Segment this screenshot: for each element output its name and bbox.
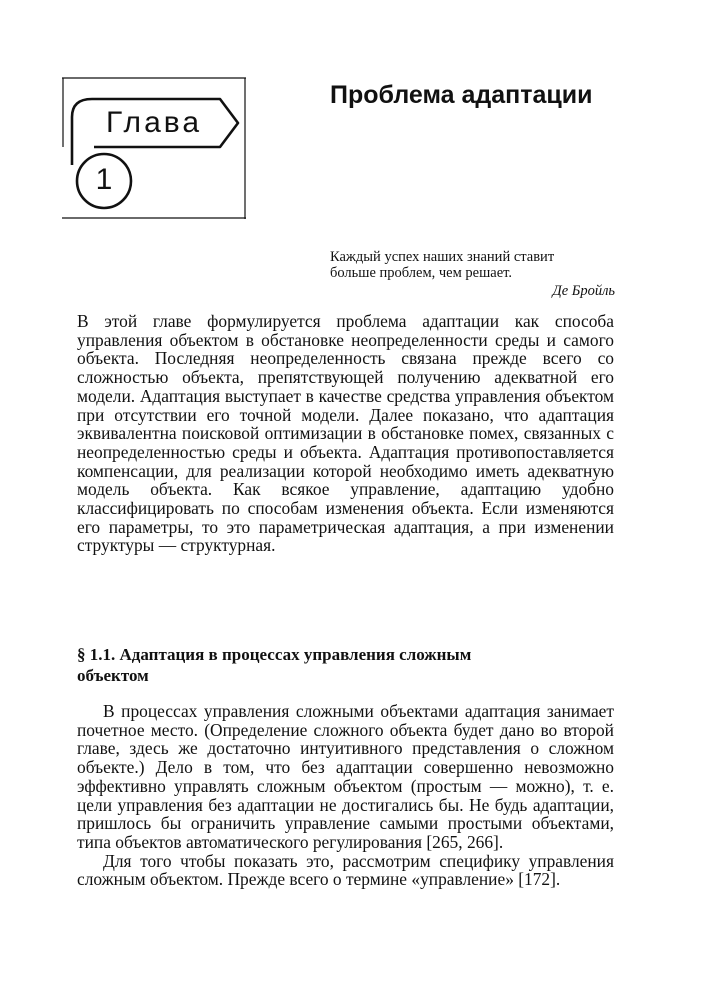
chapter-badge bbox=[62, 77, 246, 219]
epigraph-quote bbox=[330, 249, 615, 281]
epigraph-line-2: больше проблем, чем решает. bbox=[330, 265, 513, 281]
body-paragraph: Для того чтобы показать это, рассмотрим специфику управления сложным объектом. Прежде всего о термине «управление» [172]. bbox=[77, 850, 614, 890]
chapter-number: 1 bbox=[95, 163, 113, 196]
chapter-title: Проблема адаптации bbox=[330, 81, 593, 109]
chapter-label: Глава bbox=[106, 106, 203, 139]
body-paragraph: В процессах управления сложными объектами адаптация занимает почетное место. (Определение сложного объекта будет дано во второй главе, здесь же достаточно интуитивного представления о сложном объекте.) Дело в том, что без адаптации совершенно невозможно эффективно управлять сложным объектом (простым — можно), т. е. цели управления без адаптации не достигались бы. Не будь адаптации, пришлось бы ограничить управление самыми простыми объектами, типа объектов автоматического регулирования [265, 266]. bbox=[77, 701, 614, 852]
section-title-line-2: объектом bbox=[77, 666, 149, 685]
epigraph bbox=[330, 249, 615, 299]
chapter-abstract: В этой главе формулируется проблема адаптации как способа управления объектом в обстановке неопределенности среды и самого объекта. Последняя неопределенность связана прежде всего со сложностью объекта, препятствующей получению адекватной его модели. Адаптация выступает в качестве средства управления объектом при отсутствии его точной модели. Далее показано, что адаптация эквивалентна поисковой оптимизации в обстановке помех, связанных с неопределенностью среды и объекта. Адаптация противопоставляется компенсации, для реализации которой необходимо иметь адекватную модель объекта. Как всякое управление, адаптацию удобно классифицировать по способам изменения объекта. Если изменяются его параметры, то это параметрическая адаптация, а при изменении структуры — структурная. bbox=[77, 311, 614, 556]
section-number: § 1.1. bbox=[77, 645, 116, 664]
section-title-line-1: Адаптация в процессах управления сложным bbox=[119, 645, 472, 664]
epigraph-author: Де Бройль bbox=[552, 283, 615, 299]
section-body bbox=[77, 702, 614, 889]
section-heading bbox=[77, 644, 665, 686]
epigraph-line-1: Каждый успех наших знаний ставит bbox=[330, 249, 555, 265]
section-heading-line-1 bbox=[77, 644, 665, 665]
